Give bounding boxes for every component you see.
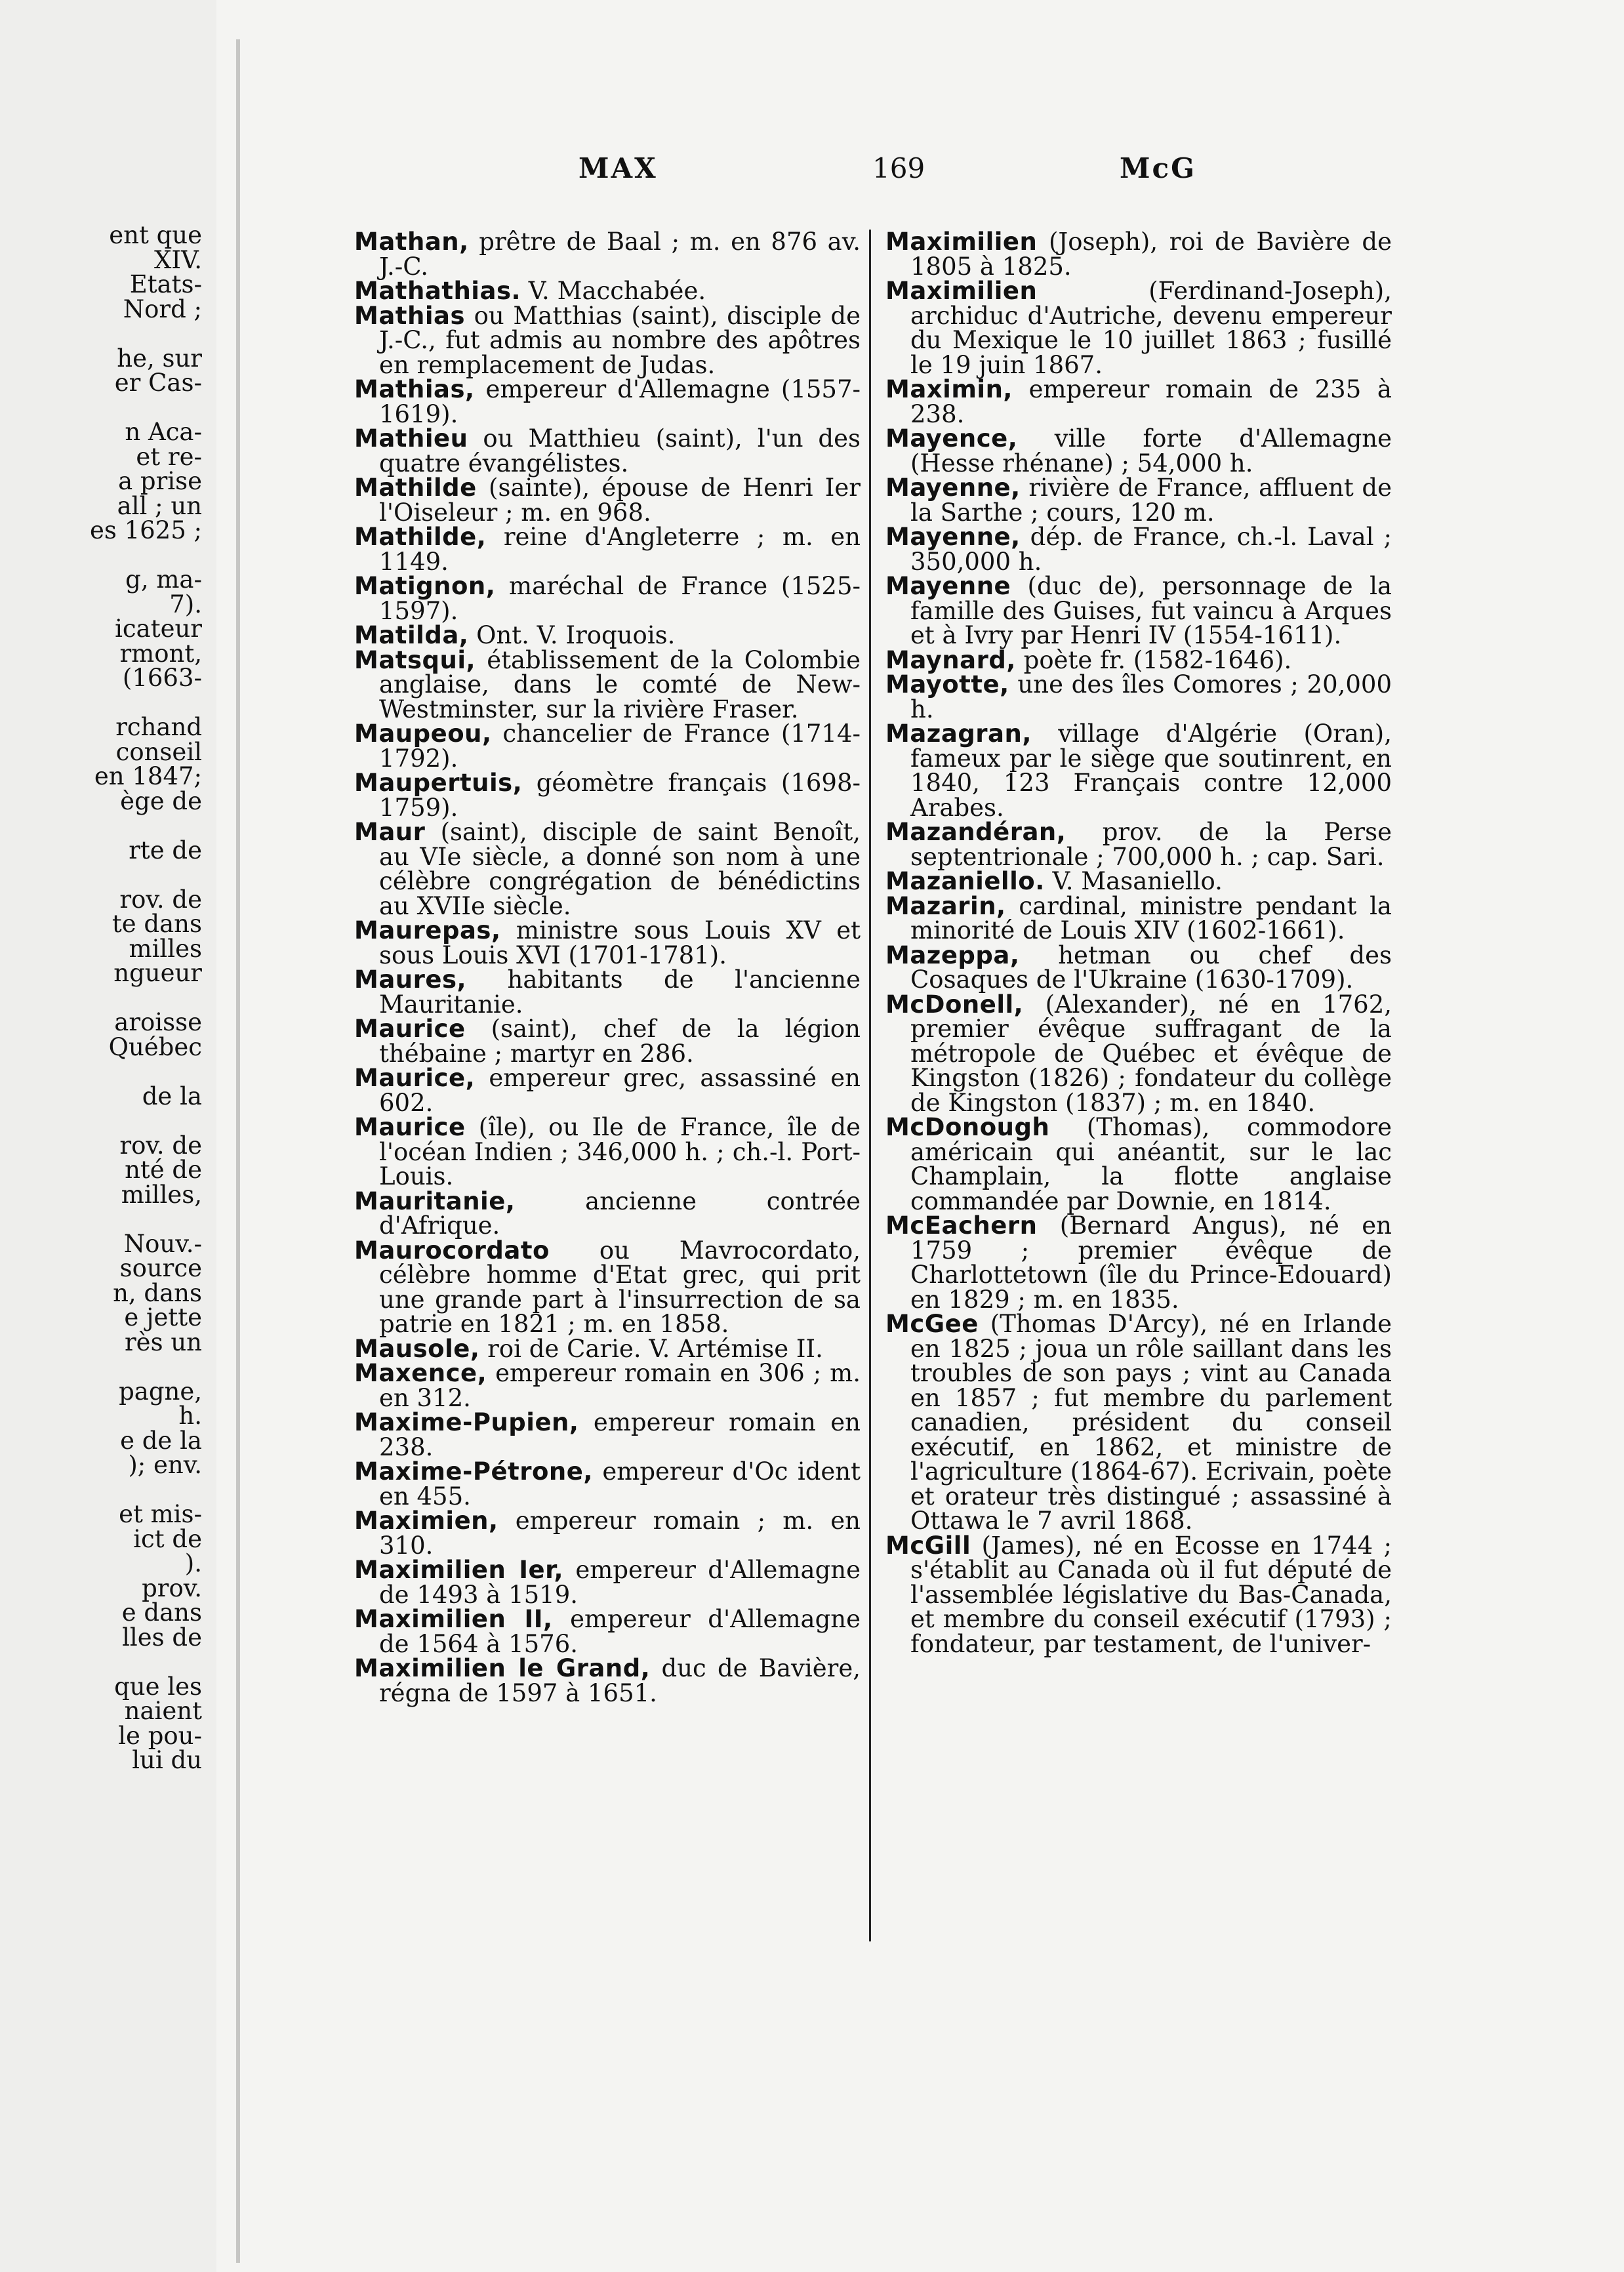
left-page-fragment — [5, 321, 202, 346]
entry-definition: établissement de la Colombie anglaise, dans le comté de New-Westminster, sur la rivière Fraser. — [379, 645, 861, 723]
entry-definition: maréchal de France (1525-1597). — [379, 572, 861, 625]
left-page-fragment: conseil — [115, 737, 202, 766]
dictionary-entry — [885, 672, 1392, 721]
entry-headword: Maximien, — [354, 1507, 498, 1535]
dictionary-entry — [354, 1410, 861, 1459]
dictionary-entry — [885, 574, 1392, 648]
entry-definition: géomètre français (1698-1759). — [379, 769, 861, 822]
left-page-fragment: icateur — [115, 615, 202, 643]
entry-definition: empereur d'Allemagne (1557-1619). — [379, 375, 861, 428]
entry-headword: Mazarin, — [885, 891, 1006, 920]
left-page-fragment: prov. — [142, 1573, 202, 1602]
left-page-fragment: que les — [114, 1672, 202, 1701]
left-page-fragment — [5, 691, 202, 716]
dictionary-entry — [354, 1334, 861, 1363]
left-page-fragment: rès un — [125, 1328, 202, 1356]
entry-definition: habitants de l'ancienne Mauritanie. — [379, 965, 861, 1019]
entry-definition: empereur d'Oc ident en 455. — [379, 1457, 861, 1511]
left-page-fragment: e de la — [120, 1426, 202, 1455]
page-fold-shadow — [236, 39, 240, 2263]
dictionary-entry — [354, 967, 861, 1017]
dictionary-entry — [885, 426, 1392, 476]
left-page-fragment: naient — [124, 1697, 202, 1725]
dictionary-entry — [885, 891, 1392, 944]
left-page-fragment: et mis- — [119, 1500, 202, 1528]
entry-headword: Mathieu — [354, 424, 468, 453]
left-page-fragment: en 1847; — [94, 762, 202, 790]
dictionary-entry — [354, 525, 861, 574]
dictionary-entry — [354, 1017, 861, 1066]
dictionary-entry — [885, 820, 1392, 869]
entry-headword: Mathathias. — [354, 277, 521, 305]
entry-definition: village d'Algérie (Oran), fameux par le siège que soutinrent, en 1840, 123 Français contre 12,000 Arabes. — [910, 720, 1392, 822]
left-page-fragment: all ; un — [117, 491, 202, 520]
left-page-fragment: Nouv.- — [123, 1229, 202, 1258]
entry-definition: (Alexander), né en 1762, premier évêque suffragant de la métropole de Québec et évêque de Kingston (1826) ; fondateur du collège de Kingston (1837) ; m. en 1840. — [910, 990, 1392, 1117]
dictionary-entry — [354, 1656, 861, 1705]
entry-definition: duc de Bavière, régna de 1597 à 1651. — [379, 1654, 861, 1707]
left-page-fragment: nté de — [125, 1156, 202, 1184]
dictionary-entry — [354, 1189, 861, 1238]
entry-definition: (Joseph), roi de Bavière de 1805 à 1825. — [910, 228, 1392, 281]
entry-headword: Mazandéran, — [885, 818, 1066, 846]
dictionary-entry — [885, 1533, 1392, 1657]
dictionary-entry — [885, 279, 1392, 377]
entry-definition: empereur romain ; m. en 310. — [379, 1507, 861, 1560]
entry-definition: ancienne contrée d'Afrique. — [379, 1187, 861, 1240]
entry-definition: empereur romain de 235 à 238. — [910, 375, 1392, 428]
dictionary-entry — [885, 230, 1392, 279]
entry-definition: reine d'Angleterre ; m. en 1149. — [379, 523, 861, 576]
entry-headword: Mauritanie, — [354, 1187, 516, 1215]
left-page-fragment: h. — [178, 1402, 202, 1430]
entry-headword: Maximilien — [885, 277, 1038, 305]
entry-headword: Mayenne, — [885, 474, 1021, 502]
dictionary-entry — [885, 1213, 1392, 1312]
dictionary-entry — [885, 992, 1392, 1116]
left-page-fragment — [5, 1478, 202, 1503]
left-page-fragment: (1663- — [122, 664, 202, 692]
entry-definition: V. Macchabée. — [521, 277, 706, 305]
running-head-right: McG — [1120, 152, 1196, 184]
left-page-fragment: ent que — [109, 221, 202, 249]
entry-definition: cardinal, ministre pendant la minorité de Louis XIV (1602-1661). — [910, 891, 1392, 944]
entry-definition: empereur grec, assassiné en 602. — [379, 1064, 861, 1117]
entry-headword: McEachern — [885, 1211, 1038, 1240]
entry-definition: chancelier de France (1714-1792). — [379, 720, 861, 773]
entry-headword: Maurice, — [354, 1064, 476, 1092]
entry-definition: (Thomas D'Arcy), né en Irlande en 1825 ; joua un rôle saillant dans les troubles de son pays ; vint au Canada en 1857 ; fut membre du parlement canadien, président du conseil exécutif, en 1862, et ministre de l'agriculture (1864-67). Ecrivain, poète et orateur très distingué ; assassiné à Ottawa le 7 avril 1868. — [910, 1310, 1392, 1535]
left-page-fragment: er Cas- — [114, 369, 202, 397]
entry-definition: empereur d'Allemagne de 1564 à 1576. — [379, 1605, 861, 1658]
left-page-fragment: lles de — [122, 1623, 202, 1652]
running-head-left: MAX — [579, 152, 658, 184]
left-page-fragment: Etats- — [129, 270, 202, 298]
entry-definition: prov. de la Perse septentrionale ; 700,000 h. ; cap. Sari. — [910, 818, 1392, 871]
left-page-fragment — [5, 1207, 202, 1232]
dictionary-entry — [354, 645, 861, 723]
left-page-fragment: e dans — [121, 1598, 202, 1627]
left-page-fragment: XIV. — [154, 245, 202, 274]
entry-definition: V. Masaniello. — [1044, 867, 1223, 895]
entry-headword: Mathias — [354, 301, 465, 330]
entry-definition: une des îles Comores ; 20,000 h. — [910, 670, 1392, 723]
entry-headword: Mathias, — [354, 375, 475, 403]
left-page-fragment: te dans — [112, 910, 202, 938]
dictionary-entry — [885, 943, 1392, 992]
left-page-fragment: he, sur — [117, 344, 202, 373]
dictionary-entry — [354, 721, 861, 771]
page-number: 169 — [872, 152, 925, 184]
left-page-fragment: g, ma- — [125, 565, 202, 594]
entry-definition: (Thomas), commodore américain qui anéantit, sur le lac Champlain, la flotte anglaise commandée par Downie, en 1814. — [910, 1113, 1392, 1215]
left-page-fragment — [5, 543, 202, 568]
entry-headword: Maurocordato — [354, 1236, 550, 1265]
entry-definition: (Bernard Angus), né en 1759 ; premier évêque de Charlottetown (île du Prince-Edouard) en 1829 ; m. en 1835. — [910, 1211, 1392, 1314]
entry-headword: Maxence, — [354, 1359, 487, 1387]
entry-definition: rivière de France, affluent de la Sarthe ; cours, 120 m. — [910, 474, 1392, 527]
entry-headword: McGee — [885, 1310, 979, 1338]
entry-headword: Maximilien II, — [354, 1605, 553, 1633]
dictionary-entry — [354, 377, 861, 426]
column-left — [354, 230, 861, 1705]
entry-headword: Maximilien — [885, 228, 1038, 256]
dictionary-entry — [354, 301, 861, 379]
entry-definition: empereur d'Allemagne de 1493 à 1519. — [379, 1556, 861, 1609]
left-page-edge — [0, 0, 216, 2272]
left-page-fragment: ); env. — [128, 1451, 202, 1479]
left-page-fragment — [5, 1059, 202, 1084]
dictionary-entry — [354, 918, 861, 967]
dictionary-entry — [354, 1238, 861, 1337]
dictionary-entry — [885, 525, 1392, 574]
entry-definition: ou Matthieu (saint), l'un des quatre évangélistes. — [379, 424, 861, 477]
dictionary-entry — [354, 1607, 861, 1656]
left-page-fragment: ngueur — [113, 959, 202, 987]
dictionary-entry — [885, 377, 1392, 426]
left-page-fragment: de la — [142, 1082, 202, 1110]
left-page-fragment: rov. de — [119, 885, 202, 914]
left-page-fragment: a prise — [118, 467, 202, 495]
entry-definition: empereur romain en 306 ; m. en 312. — [379, 1359, 861, 1412]
entry-definition: ou Mavrocordato, célèbre homme d'Etat grec, qui prit une grande part à l'insurrection de sa patrie en 1821 ; m. en 1858. — [379, 1236, 861, 1338]
entry-headword: Mazaniello. — [885, 867, 1045, 895]
dictionary-entry — [354, 771, 861, 820]
entry-headword: Mayence, — [885, 424, 1018, 453]
dictionary-entry — [885, 476, 1392, 525]
entry-headword: Mazeppa, — [885, 941, 1020, 969]
entry-headword: Mazagran, — [885, 720, 1032, 748]
entry-definition: (saint), disciple de saint Benoît, au VIe siècle, a donné son nom à une célèbre congrégation de bénédictins au XVIIe siècle. — [379, 818, 861, 920]
dictionary-entry — [885, 1312, 1392, 1533]
dictionary-entry — [354, 574, 861, 623]
entry-headword: Mathilde — [354, 474, 477, 502]
entry-definition: (James), né en Ecosse en 1744 ; s'établit au Canada où il fut député de l'assemblée législative du Bas-Canada, et membre du conseil exécutif (1793) ; fondateur, par testament, de l'univer- — [910, 1531, 1392, 1658]
entry-definition: (sainte), épouse de Henri Ier l'Oiseleur ; m. en 968. — [379, 474, 861, 527]
left-page-fragment: pagne, — [119, 1377, 202, 1406]
dictionary-entry — [354, 476, 861, 525]
entry-definition: (île), ou Ile de France, île de l'océan Indien ; 346,000 h. ; ch.-l. Port-Louis. — [379, 1113, 861, 1190]
entry-headword: Mausole, — [354, 1334, 480, 1363]
dictionary-entry — [885, 645, 1392, 674]
dictionary-entry — [885, 1115, 1392, 1213]
left-page-fragment: aroisse — [114, 1008, 202, 1036]
dictionary-entry — [354, 1361, 861, 1410]
entry-headword: Maur — [354, 818, 426, 846]
entry-headword: Matsqui, — [354, 645, 476, 674]
dictionary-entry — [885, 869, 1392, 894]
entry-headword: Maynard, — [885, 645, 1016, 674]
dictionary-entry — [354, 1115, 861, 1189]
entry-definition: prêtre de Baal ; m. en 876 av. J.-C. — [379, 228, 861, 281]
left-page-fragment: es 1625 ; — [89, 516, 202, 544]
dictionary-entry — [885, 721, 1392, 820]
left-page-fragment: n, dans — [113, 1278, 202, 1307]
entry-definition: ville forte d'Allemagne (Hesse rhénane) ; 54,000 h. — [910, 424, 1392, 477]
dictionary-entry — [354, 426, 861, 476]
entry-headword: Maximilien Ier, — [354, 1556, 564, 1584]
column-right — [885, 230, 1392, 1656]
entry-headword: Matignon, — [354, 572, 496, 600]
dictionary-entry — [354, 820, 861, 918]
entry-definition: empereur romain en 238. — [379, 1408, 861, 1461]
left-page-fragment: le pou- — [118, 1721, 202, 1750]
column-divider — [869, 230, 871, 1941]
left-page-fragment: e jette — [124, 1303, 202, 1331]
left-page-fragment — [5, 396, 202, 420]
entry-definition: roi de Carie. V. Artémise II. — [479, 1334, 823, 1363]
left-page-fragment: Québec — [108, 1032, 202, 1061]
dictionary-entry — [354, 1558, 861, 1607]
entry-headword: Mathan, — [354, 228, 469, 256]
left-page-fragment: rmont, — [119, 639, 202, 668]
left-page-fragment — [5, 986, 202, 1011]
dictionary-entry — [354, 1066, 861, 1115]
entry-headword: Maupeou, — [354, 720, 492, 748]
entry-definition: Ont. V. Iroquois. — [468, 621, 676, 649]
left-page-fragment — [5, 1650, 202, 1674]
entry-headword: Maximilien le Grand, — [354, 1654, 651, 1682]
entry-definition: (saint), chef de la légion thébaine ; martyr en 286. — [379, 1015, 861, 1068]
entry-definition: (Ferdinand-Joseph), archiduc d'Autriche, devenu empereur du Mexique le 10 juillet 1863 ; fusillé le 19 juin 1867. — [910, 277, 1392, 379]
dictionary-entry — [354, 279, 861, 304]
entry-definition: ministre sous Louis XV et sous Louis XVI (1701-1781). — [379, 916, 861, 969]
dictionary-entry — [354, 623, 861, 648]
entry-headword: McDonell, — [885, 990, 1024, 1019]
left-page-fragment: 7). — [169, 590, 202, 619]
entry-definition: hetman ou chef des Cosaques de l'Ukraine (1630-1709). — [910, 941, 1392, 994]
left-page-fragment: milles, — [121, 1180, 202, 1209]
dictionary-entry — [354, 1509, 861, 1558]
entry-definition: ou Matthias (saint), disciple de J.-C., fut admis au nombre des apôtres en remplacement de Judas. — [379, 301, 861, 379]
entry-headword: Mayenne, — [885, 523, 1021, 551]
left-page-fragment: rov. de — [119, 1131, 202, 1160]
entry-headword: Mayotte, — [885, 670, 1009, 699]
left-page-fragment — [5, 862, 202, 887]
entry-headword: McDonough — [885, 1113, 1050, 1141]
entry-headword: Mathilde, — [354, 523, 487, 551]
entry-definition: poète fr. (1582-1646). — [1015, 645, 1292, 674]
left-page-fragment: rte de — [129, 836, 202, 864]
left-page-fragment: ège de — [120, 786, 202, 815]
left-page-fragment: et re- — [136, 442, 202, 471]
entry-headword: Maurice — [354, 1113, 466, 1141]
left-page-fragment: ict de — [133, 1524, 202, 1553]
entry-headword: Maxime-Pupien, — [354, 1408, 579, 1436]
left-page-fragment: Nord ; — [123, 294, 202, 323]
entry-headword: Maximin, — [885, 375, 1013, 403]
entry-headword: Maures, — [354, 965, 467, 994]
entry-headword: Maupertuis, — [354, 769, 523, 797]
entry-definition: dép. de France, ch.-l. Laval ; 350,000 h. — [910, 523, 1392, 576]
left-page-fragments — [5, 223, 202, 1773]
entry-headword: Matilda, — [354, 621, 469, 649]
dictionary-entry — [354, 1459, 861, 1509]
entry-headword: Maxime-Pétrone, — [354, 1457, 593, 1486]
left-page-fragment: rchand — [115, 713, 202, 741]
left-page-fragment: n Aca- — [125, 418, 202, 446]
left-page-fragment — [5, 1354, 202, 1379]
dictionary-entry — [354, 230, 861, 279]
entry-headword: Mayenne — [885, 572, 1011, 600]
entry-headword: McGill — [885, 1531, 971, 1560]
left-page-fragment — [5, 813, 202, 838]
entry-headword: Maurepas, — [354, 916, 501, 944]
entry-headword: Maurice — [354, 1015, 466, 1043]
left-page-fragment: ). — [184, 1549, 202, 1577]
left-page-fragment — [5, 1108, 202, 1133]
left-page-fragment: source — [119, 1254, 202, 1282]
left-page-fragment: lui du — [132, 1746, 202, 1774]
entry-definition: (duc de), personnage de la famille des Guises, fut vaincu à Arques et à Ivry par Henri IV (1554-1611). — [910, 572, 1392, 649]
left-page-fragment: milles — [129, 934, 202, 963]
